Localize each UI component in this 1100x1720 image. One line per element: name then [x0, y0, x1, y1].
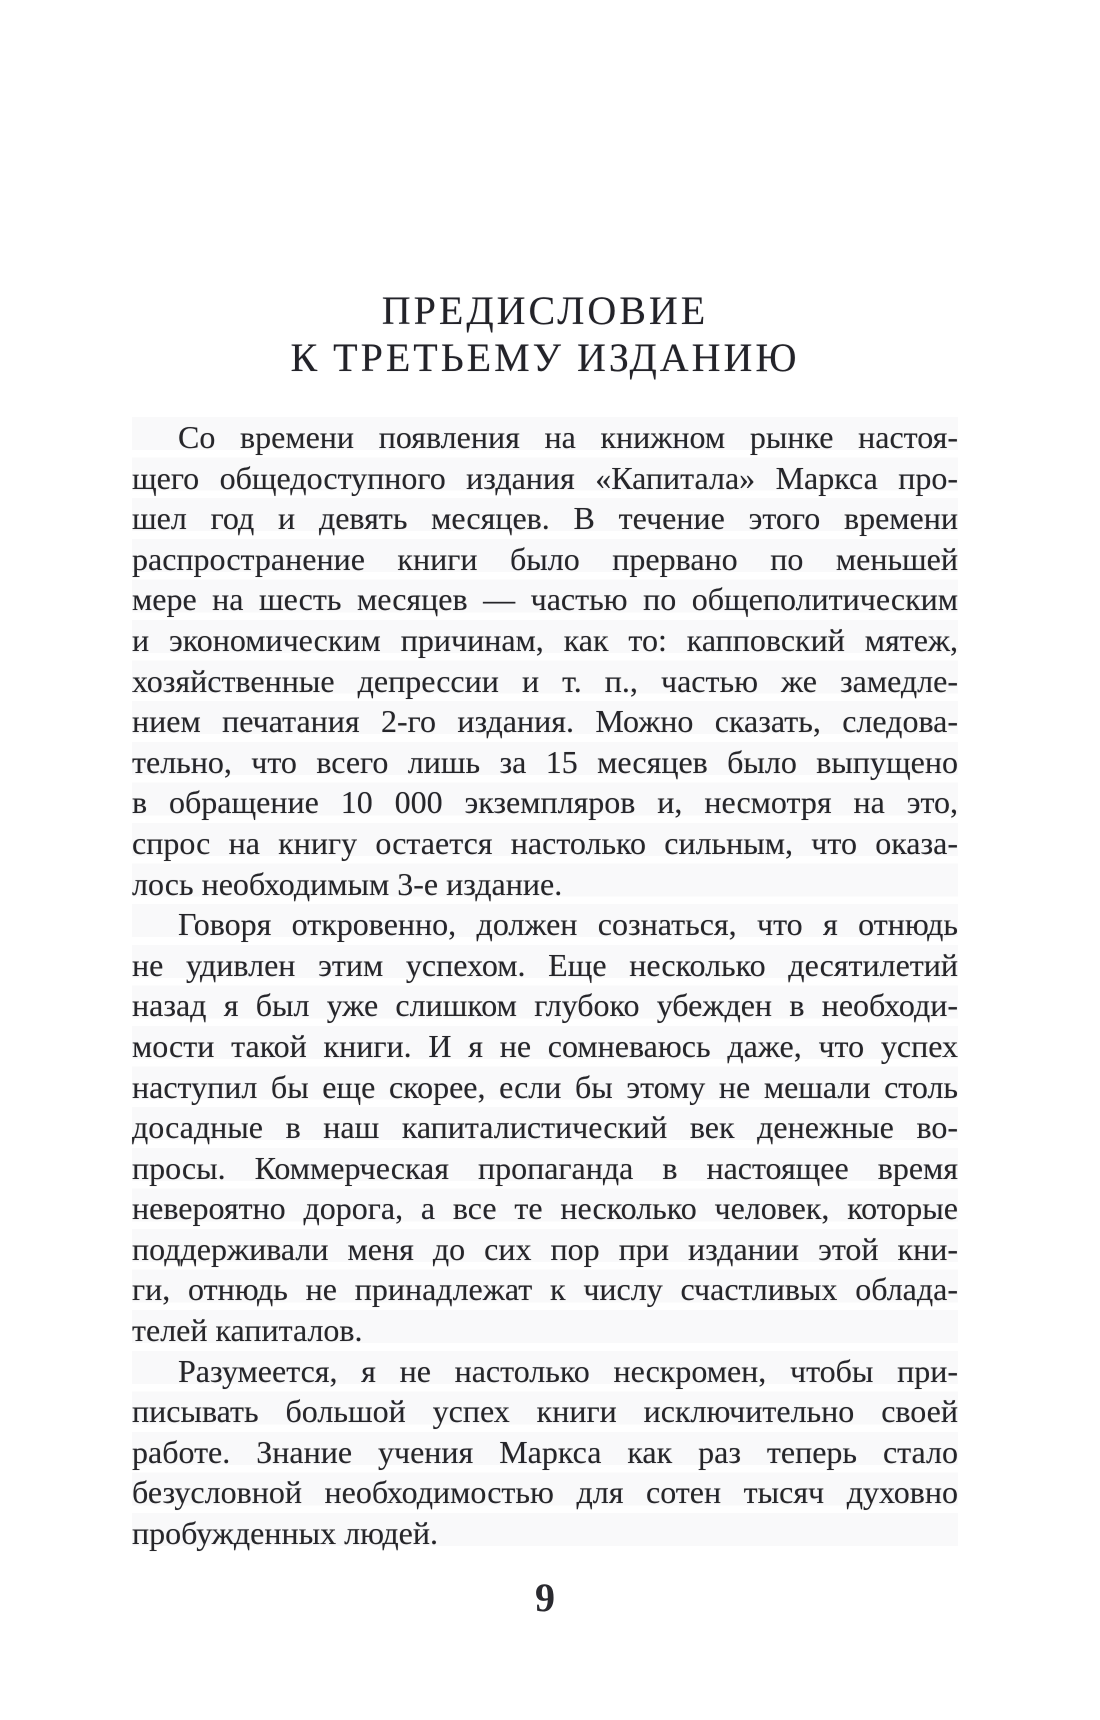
text-line: Говоря откровенно, должен сознаться, что я отнюдь [178, 906, 958, 943]
text-line: пробужденных людей. [132, 1515, 438, 1552]
text-line: работе. Знание учения Маркса как раз теперь стало [132, 1433, 958, 1470]
text-line: щего общедоступного издания «Капитала» Маркса про- [132, 459, 958, 496]
text-line: шел год и девять месяцев. В течение этого времени [132, 500, 958, 537]
text-line: спрос на книгу остается настолько сильным, что оказа- [132, 824, 958, 861]
text-line: просы. Коммерческая пропаганда в настоящее время [132, 1149, 958, 1186]
body-text [132, 417, 958, 1554]
text-line: мости такой книги. И я не сомневаюсь даже, что успех [132, 1027, 958, 1064]
text-line: лось необходимым 3-е издание. [132, 865, 563, 902]
text-line: писывать большой успех книги исключительно своей [132, 1393, 958, 1430]
text-line: телей капиталов. [132, 1312, 363, 1349]
text-line: в обращение 10 000 экземпляров и, несмотря на это, [132, 784, 958, 821]
text-line: и экономическим причинам, как то: капповский мятеж, [132, 621, 958, 658]
text-line: не удивлен этим успехом. Еще несколько десятилетий [132, 946, 958, 983]
text-line: невероятно дорога, а все те несколько человек, которые [132, 1190, 958, 1227]
text-line: Со времени появления на книжном рынке настоя- [178, 419, 958, 455]
text-line: распространение книги было прервано по меньшей [132, 540, 958, 577]
text-line: ги, отнюдь не принадлежат к числу счастливых облада- [132, 1271, 958, 1308]
text-line: тельно, что всего лишь за 15 месяцев было выпущено [132, 743, 958, 780]
text-line: поддерживали меня до сих пор при издании этой кни- [132, 1230, 958, 1267]
chapter-title-line-2: К ТРЕТЬЕМУ ИЗДАНИЮ [290, 335, 800, 380]
text-line: назад я был уже слишком глубоко убежден в необходи- [132, 987, 958, 1024]
chapter-title [132, 0, 958, 381]
text-line: досадные в наш капиталистический век денежные во- [132, 1109, 958, 1146]
text-line: Разумеется, я не настолько нескромен, чтобы при- [178, 1352, 958, 1389]
text-line: наступил бы еще скорее, если бы этому не мешали столь [132, 1068, 958, 1105]
text-line: безусловной необходимостью для сотен тысяч духовно [132, 1474, 958, 1511]
page-number: 9 [535, 1574, 555, 1620]
chapter-title-line-1: ПРЕДИСЛОВИЕ [381, 288, 709, 333]
text-line: нием печатания 2-го издания. Можно сказать, следова- [132, 703, 958, 740]
text-line: хозяйственные депрессии и т. п., частью же замедле- [132, 662, 958, 699]
text-line: мере на шесть месяцев — частью по общеполитическим [132, 581, 958, 618]
